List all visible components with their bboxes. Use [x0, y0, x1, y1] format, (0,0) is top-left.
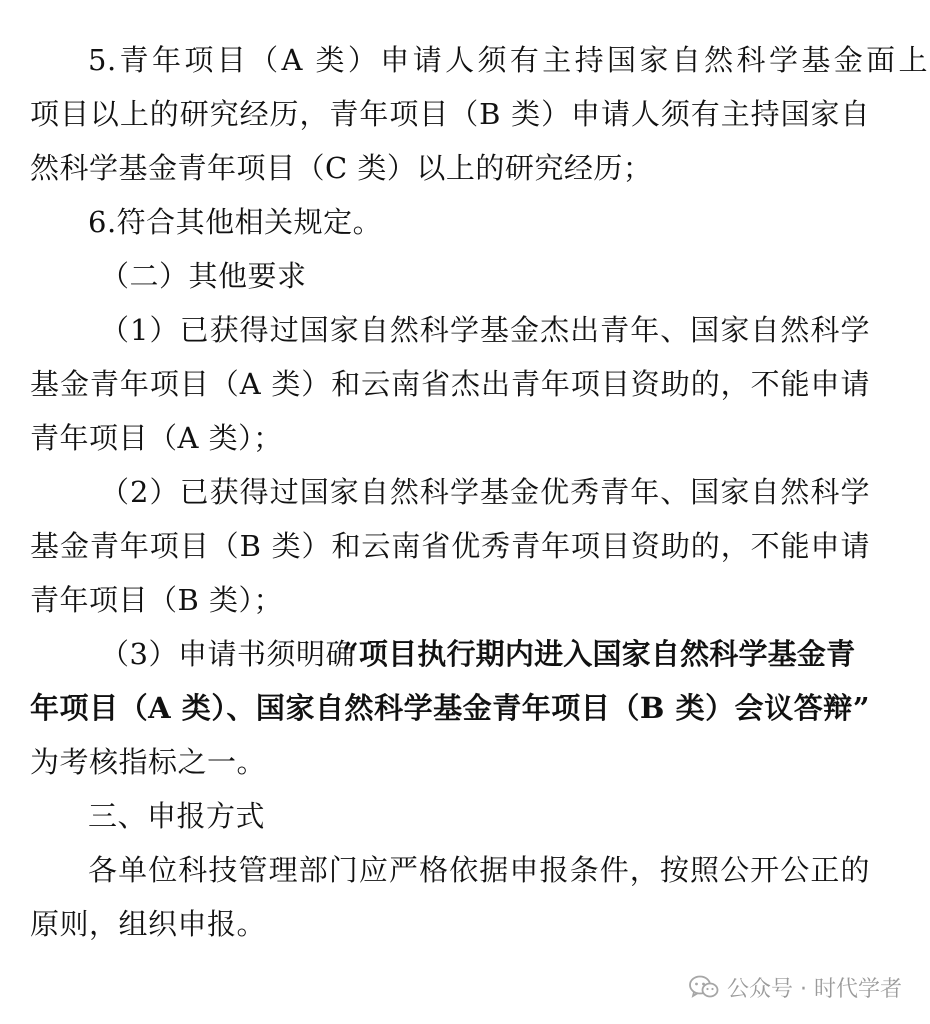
item-3-line-2-emphasis: 年项目（A 类）、国家自然科学基金青年项目（B 类）会议答辩”: [30, 691, 870, 725]
application-paragraph-line-1: 各单位科技管理部门应严格依据申报条件，按照公开公正的: [88, 853, 870, 887]
item-2-line-3: 青年项目（B 类）；: [30, 583, 284, 617]
item-1-line-2: 基金青年项目（A 类）和云南省杰出青年项目资助的，不能申请: [30, 367, 870, 401]
paragraph-6: 6.符合其他相关规定。: [88, 205, 383, 239]
wechat-icon: [689, 975, 719, 999]
watermark: [689, 970, 902, 1004]
item-3-line-1-prefix: （3）申请书须明确: [100, 637, 355, 671]
item-2-line-1: （2）已获得过国家自然科学基金优秀青年、国家自然科学: [100, 475, 870, 509]
item-3-line-3: 为考核指标之一。: [30, 745, 267, 779]
item-1-line-1: （1）已获得过国家自然科学基金杰出青年、国家自然科学: [100, 313, 870, 347]
watermark-text: 公众号 · 时代学者: [727, 976, 902, 1002]
section-heading-application-method: 三、申报方式: [88, 799, 266, 833]
paragraph-5-line-3: 然科学基金青年项目（C 类）以上的研究经历；: [30, 151, 653, 185]
item-2-line-2: 基金青年项目（B 类）和云南省优秀青年项目资助的，不能申请: [30, 529, 870, 563]
item-1-line-3: 青年项目（A 类）；: [30, 421, 283, 455]
item-3-line-1-emphasis: “项目执行期内进入国家自然科学基金青: [342, 637, 856, 671]
paragraph-5-line-2: 项目以上的研究经历，青年项目（B 类）申请人须有主持国家自: [30, 97, 870, 131]
paragraph-5-line-1: 5.青年项目（A 类）申请人须有主持国家自然科学基金面上: [88, 43, 928, 77]
application-paragraph-line-2: 原则，组织申报。: [30, 907, 267, 941]
section-heading-other-requirements: （二）其他要求: [100, 259, 307, 293]
